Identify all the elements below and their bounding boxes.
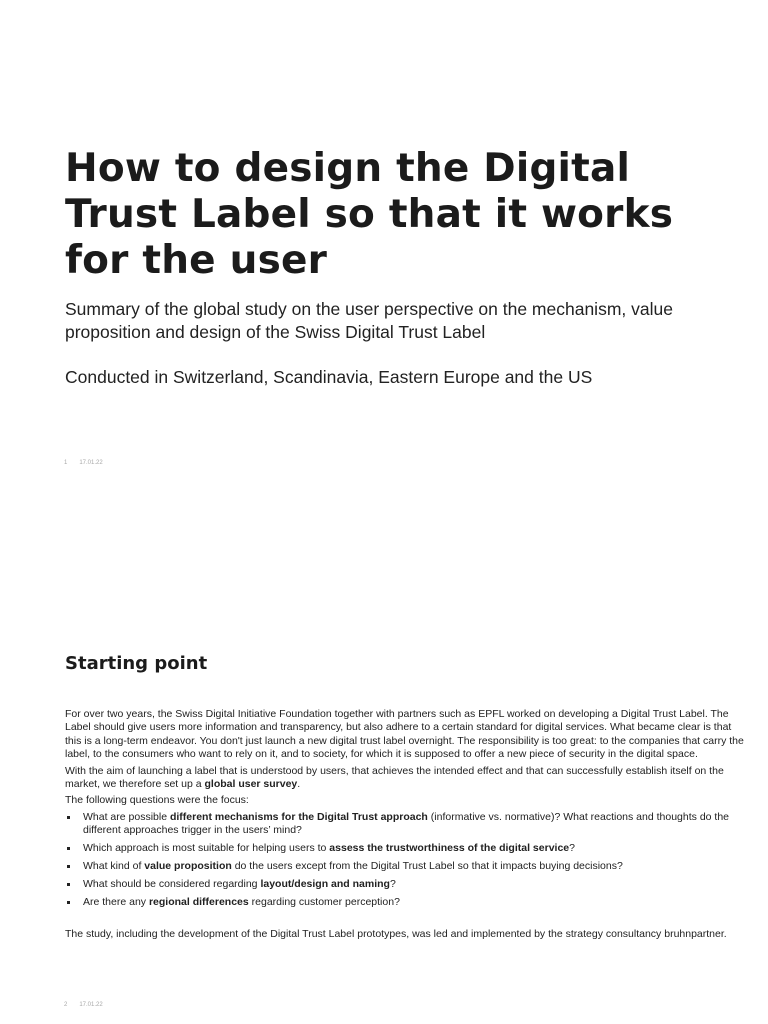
study-regions: Conducted in Switzerland, Scandinavia, Eastern Europe and the US <box>65 367 593 387</box>
list-item: Which approach is most suitable for helping users to assess the trustworthiness of the digital service? <box>65 842 745 855</box>
list-item: Are there any regional differences regarding customer perception? <box>65 896 745 909</box>
list-item: What should be considered regarding layout/design and naming? <box>65 878 745 891</box>
slide-footer <box>64 460 103 466</box>
page-number: 2 <box>64 1002 68 1008</box>
section-body <box>65 708 745 944</box>
page-number: 1 <box>64 460 68 466</box>
intro-paragraph: For over two years, the Swiss Digital Initiative Foundation together with partners such as EPFL worked on developing a Digital Trust Label. The Label should give users more information and transparency, but also adhere to a certain standard for digital services. What became clear is that this is a long-term endeavor. You don't just launch a new digital trust label overnight. The responsibility is too great: to the companies that carry the label, to the consumers who want to rely on it, and to society, for which it is supposed to offer a new piece of security in the digital space. <box>65 708 744 761</box>
aim-paragraph: With the aim of launching a label that is understood by users, that achieves the intended effect and that can successfully establish itself on the market, we therefore set up a global user survey. <box>65 764 724 791</box>
slide-2 <box>0 490 768 1024</box>
page-title: How to design the Digital Trust Label so that it works for the user <box>65 146 674 283</box>
slide-footer <box>64 1002 103 1008</box>
page-subtitle: Summary of the global study on the user perspective on the mechanism, value proposition and design of the Swiss Digital Trust Label <box>65 299 673 342</box>
list-item: What kind of value proposition do the users except from the Digital Trust Label so that it impacts buying decisions? <box>65 860 745 873</box>
list-item: What are possible different mechanisms for the Digital Trust approach (informative vs. normative)? What reactions and thoughts do the different approaches trigger in the users’ mind? <box>65 811 745 838</box>
emphasis: global user survey <box>204 778 298 791</box>
closing-paragraph: The study, including the development of the Digital Trust Label prototypes, was led and implemented by the strategy consultancy bruhnpartner. <box>65 927 727 940</box>
slide-1 <box>0 0 768 490</box>
questions-intro: The following questions were the focus: <box>65 794 249 807</box>
questions-list <box>65 811 745 910</box>
section-heading: Starting point <box>65 653 208 674</box>
footer-date: 17.01.22 <box>79 460 103 466</box>
footer-date: 17.01.22 <box>79 1002 103 1008</box>
